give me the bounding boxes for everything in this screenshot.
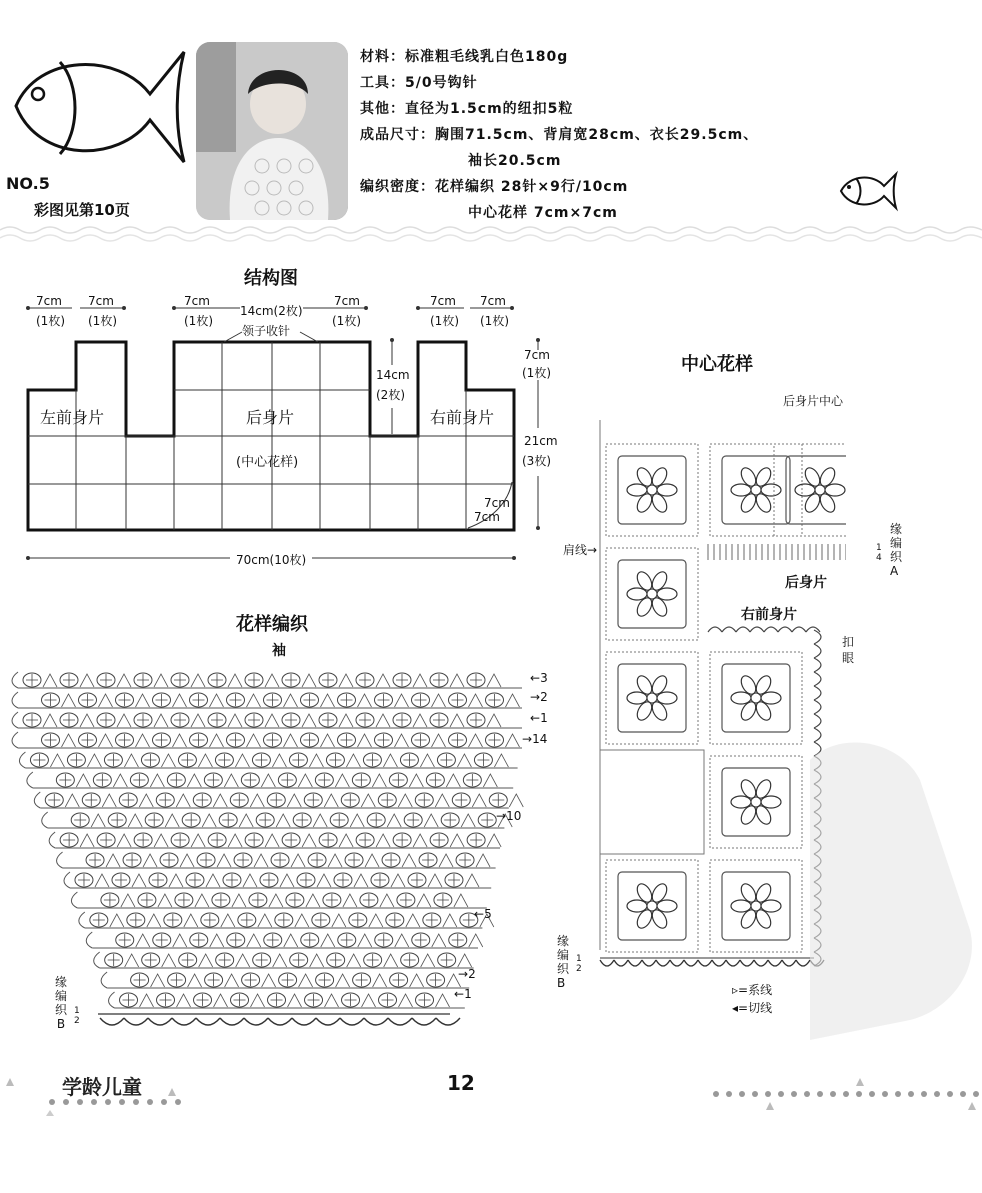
sleeve-row-1: ←1 (530, 711, 548, 725)
page-number: 12 (447, 1071, 475, 1095)
dim-top-2: 7cm (88, 294, 114, 308)
sleeve-row (109, 992, 465, 1008)
right-top-label: 7cm (524, 348, 550, 362)
neck-depth-count: (2枚) (376, 388, 405, 402)
gauge-line-2: 中心花样 7cm×7cm (468, 205, 618, 221)
count-top-1: (1枚) (36, 314, 65, 328)
tie-symbol-icon: ▹ (732, 983, 739, 997)
wave-divider (0, 222, 982, 244)
count-top-4: (1枚) (332, 314, 361, 328)
center-motif-label: (中心花样) (236, 455, 299, 470)
structure-diagram (20, 290, 565, 575)
edge-a-rows: 1 4 (876, 543, 882, 563)
sleeve-row (12, 692, 522, 708)
sleeve-row (34, 792, 523, 808)
right-front-label: 右前身片 (430, 408, 495, 427)
neck-depth-label: 14cm (376, 368, 410, 382)
sleeve-row-1b: ←1 (454, 987, 472, 1001)
bottom-width-label: 70cm(10枚) (236, 553, 307, 567)
dim-top-7: 7cm (480, 294, 506, 308)
sleeve-row-2b: →2 (458, 967, 476, 981)
back-label: 后身片 (246, 408, 295, 427)
sleeve-row (12, 672, 522, 688)
buttonhole-label: 扣 眼 (842, 635, 855, 665)
fish-logo-icon (8, 44, 188, 174)
footer-dots-right (700, 1076, 982, 1116)
footer-dots-left (0, 1066, 200, 1116)
edge-b-rows: 1 2 (576, 954, 582, 974)
dim-top-4: 14cm(2枚) (240, 304, 303, 318)
center-title: 中心花样 (681, 354, 753, 375)
size-line-2: 袖长20.5cm (468, 153, 562, 169)
cut-symbol-icon: ◂ (732, 1001, 739, 1015)
edge-b-label: 缘 编 织 B (557, 934, 570, 990)
sleeve-row (71, 892, 486, 908)
sleeve-row-10: →10 (496, 809, 522, 823)
sleeve-row (86, 932, 483, 948)
sleeve-label: 袖 (272, 643, 286, 659)
sleeve-row-5: ←5 (474, 907, 492, 921)
sleeve-row (94, 952, 474, 968)
size-line: 成品尺寸：胸围71.5cm、背肩宽28cm、衣长29.5cm、 (360, 127, 759, 143)
count-top-6: (1枚) (480, 314, 509, 328)
motif-square (710, 444, 802, 536)
count-top-3: (1枚) (184, 314, 213, 328)
center-right-front-label: 右前身片 (741, 607, 797, 623)
dim-top-5: 7cm (334, 294, 360, 308)
pattern-number: NO.5 (6, 174, 50, 193)
materials-line: 材料：标准粗毛线乳白色180g (360, 49, 569, 65)
dim-top-1: 7cm (36, 294, 62, 308)
motif-square (606, 444, 698, 536)
footer-brand: 学龄儿童 (62, 1075, 142, 1099)
dim-top-6: 7cm (430, 294, 456, 308)
count-top-2: (1枚) (88, 314, 117, 328)
sleeve-row-2: →2 (530, 690, 548, 704)
legend-tie: ▹=系线 (732, 983, 773, 997)
sleeve-stitch-chart (10, 664, 530, 1036)
small-fish-icon (838, 170, 898, 212)
motif-square (774, 444, 846, 536)
sleeve-row (101, 972, 469, 988)
motif-square (606, 548, 698, 640)
sleeve-row (79, 912, 494, 928)
other-line: 其他：直径为1.5cm的纽扣5粒 (360, 101, 574, 117)
right-side-label: 21cm (524, 434, 558, 448)
edge-a-label: 缘 编 织 A (890, 522, 903, 578)
sleeve-row (27, 772, 513, 788)
sleeve-row (42, 812, 513, 828)
collar-label: 领子收针 (242, 324, 291, 338)
back-center-label: 后身片中心 (783, 394, 844, 408)
corner-dim-a: 7cm (484, 496, 510, 510)
shoulder-label: 肩线→ (563, 543, 598, 557)
motif-square (606, 860, 698, 952)
left-front-label: 左前身片 (40, 408, 105, 427)
corner-dim-b: 7cm (474, 510, 500, 524)
dim-top-3: 7cm (184, 294, 210, 308)
sleeve-row (12, 712, 522, 728)
watermark (780, 720, 980, 1040)
sleeve-edge-rows: 1 2 (74, 1006, 80, 1026)
child-photo (196, 42, 348, 220)
sleeve-row (57, 852, 496, 868)
sleeve-row (19, 752, 517, 768)
structure-title: 结构图 (244, 268, 298, 289)
tools-line: 工具：5/0号钩针 (360, 75, 478, 91)
count-top-5: (1枚) (430, 314, 459, 328)
sleeve-edge-label: 缘 编 织 B (54, 975, 67, 1031)
edging-a (708, 544, 846, 560)
gauge-line: 编织密度：花样编织 28针×9行/10cm (360, 179, 629, 195)
sleeve-row-3: ←3 (530, 671, 548, 685)
sleeve-edging (98, 1014, 460, 1025)
sleeve-row (64, 872, 491, 888)
color-page-reference: 彩图见第10页 (34, 201, 130, 219)
motif-square (606, 652, 698, 744)
legend-cut: ◂=切线 (732, 1001, 773, 1015)
sleeve-row (49, 832, 501, 848)
center-back-label: 后身片 (785, 575, 827, 591)
sleeve-row-14: →14 (522, 732, 548, 746)
pattern-title: 花样编织 (236, 614, 308, 635)
right-side-count: (3枚) (522, 454, 551, 468)
right-top-count: (1枚) (522, 366, 551, 380)
sleeve-row (12, 732, 522, 748)
